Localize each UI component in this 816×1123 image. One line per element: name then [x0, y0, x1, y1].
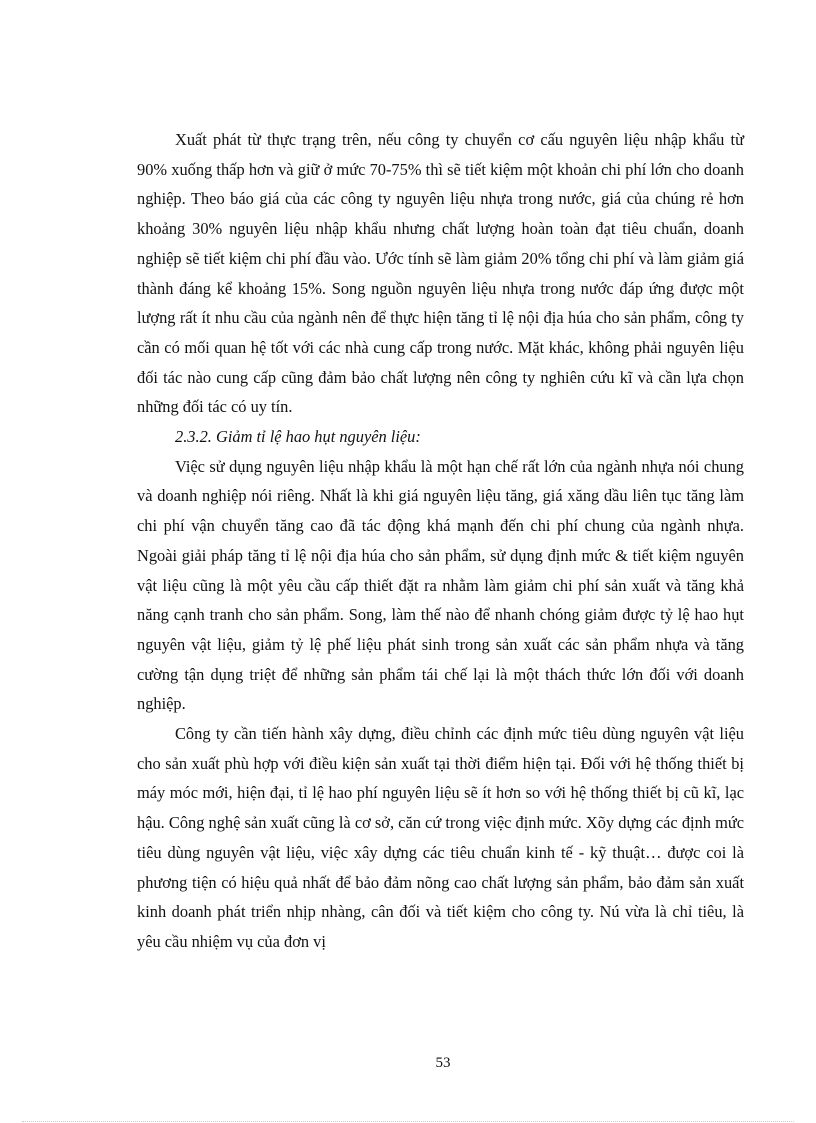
section-heading: 2.3.2. Giảm tỉ lệ hao hụt nguyên liệu:: [175, 427, 421, 447]
page-number: 53: [435, 1055, 451, 1071]
paragraph-domestic-materials: Xuất phát từ thực trạng trên, nếu công ty chuyển cơ cấu nguyên liệu nhập khẩu từ 90% xuống thấp hơn và giữ ở mức 70-75% thì sẽ tiết kiệm một khoản chi phí lớn cho doanh nghiệp. Theo báo giá của các công ty nguyên liệu nhựa trong nước, giá của chúng rẻ hơn khoảng 30% nguyên liệu nhập khẩu nhưng chất lượng hoàn toàn đạt tiêu chuẩn, doanh nghiệp sẽ tiết kiệm chi phí đầu vào. Ước tính sẽ làm giảm 20% tổng chi phí và làm giảm giá thành đáng kể khoảng 15%. Song nguồn nguyên liệu nhựa trong nước đáp ứng được một lượng rất ít nhu cầu của ngành nên để thực hiện tăng tỉ lệ nội địa húa cho sản phẩm, công ty cần có mối quan hệ tốt với các nhà cung cấp trong nước. Mặt khác, không phải nguyên liệu đối tác nào cung cấp cũng đảm bảo chất lượng nên công ty nghiên cứu kĩ và cần lựa chọn những đối tác có uy tín.: [137, 130, 744, 417]
body-text: [137, 125, 744, 957]
footer-divider: [22, 1121, 794, 1122]
paragraph-import-limitation: Việc sử dụng nguyên liệu nhập khẩu là một hạn chế rất lớn của ngành nhựa nói chung và doanh nghiệp nói riêng. Nhất là khi giá nguyên liệu tăng, giá xăng dầu liên tục tăng làm chi phí vận chuyển tăng cao đã tác động khá mạnh đến chi phí chung của ngành nhựa. Ngoài giải pháp tăng tỉ lệ nội địa húa cho sản phẩm, sử dụng định mức & tiết kiệm nguyên vật liệu cũng là một yêu cầu cấp thiết đặt ra nhằm làm giảm chi phí sản xuất và tăng khả năng cạnh tranh cho sản phẩm. Song, làm thế nào để nhanh chóng giảm được tỷ lệ hao hụt nguyên vật liệu, giảm tỷ lệ phế liệu phát sinh trong sản xuất các sản phẩm nhựa và tăng cường tận dụng triệt để những sản phẩm tái chế lại là một thách thức lớn đối với doanh nghiệp.: [137, 456, 744, 714]
paragraph-consumption-norms: Công ty cần tiến hành xây dựng, điều chỉnh các định mức tiêu dùng nguyên vật liệu cho sản xuất phù hợp với điều kiện sản xuất tại thời điểm hiện tại. Đối với hệ thống thiết bị máy móc mới, hiện đại, tỉ lệ hao phí nguyên liệu sẽ ít hơn so với hệ thống thiết bị cũ kĩ, lạc hậu. Công nghệ sản xuất cũng là cơ sở, căn cứ trong việc định mức. Xõy dựng các định mức tiêu dùng nguyên vật liệu, việc xây dựng các tiêu chuẩn kinh tế - kỹ thuật… được coi là phương tiện có hiệu quả nhất để bảo đảm nõng cao chất lượng sản phẩm, bảo đảm sản xuất kinh doanh phát triển nhịp nhàng, cân đối và tiết kiệm cho công ty. Nú vừa là chỉ tiêu, là yêu cầu nhiệm vụ của đơn vị: [137, 724, 744, 951]
